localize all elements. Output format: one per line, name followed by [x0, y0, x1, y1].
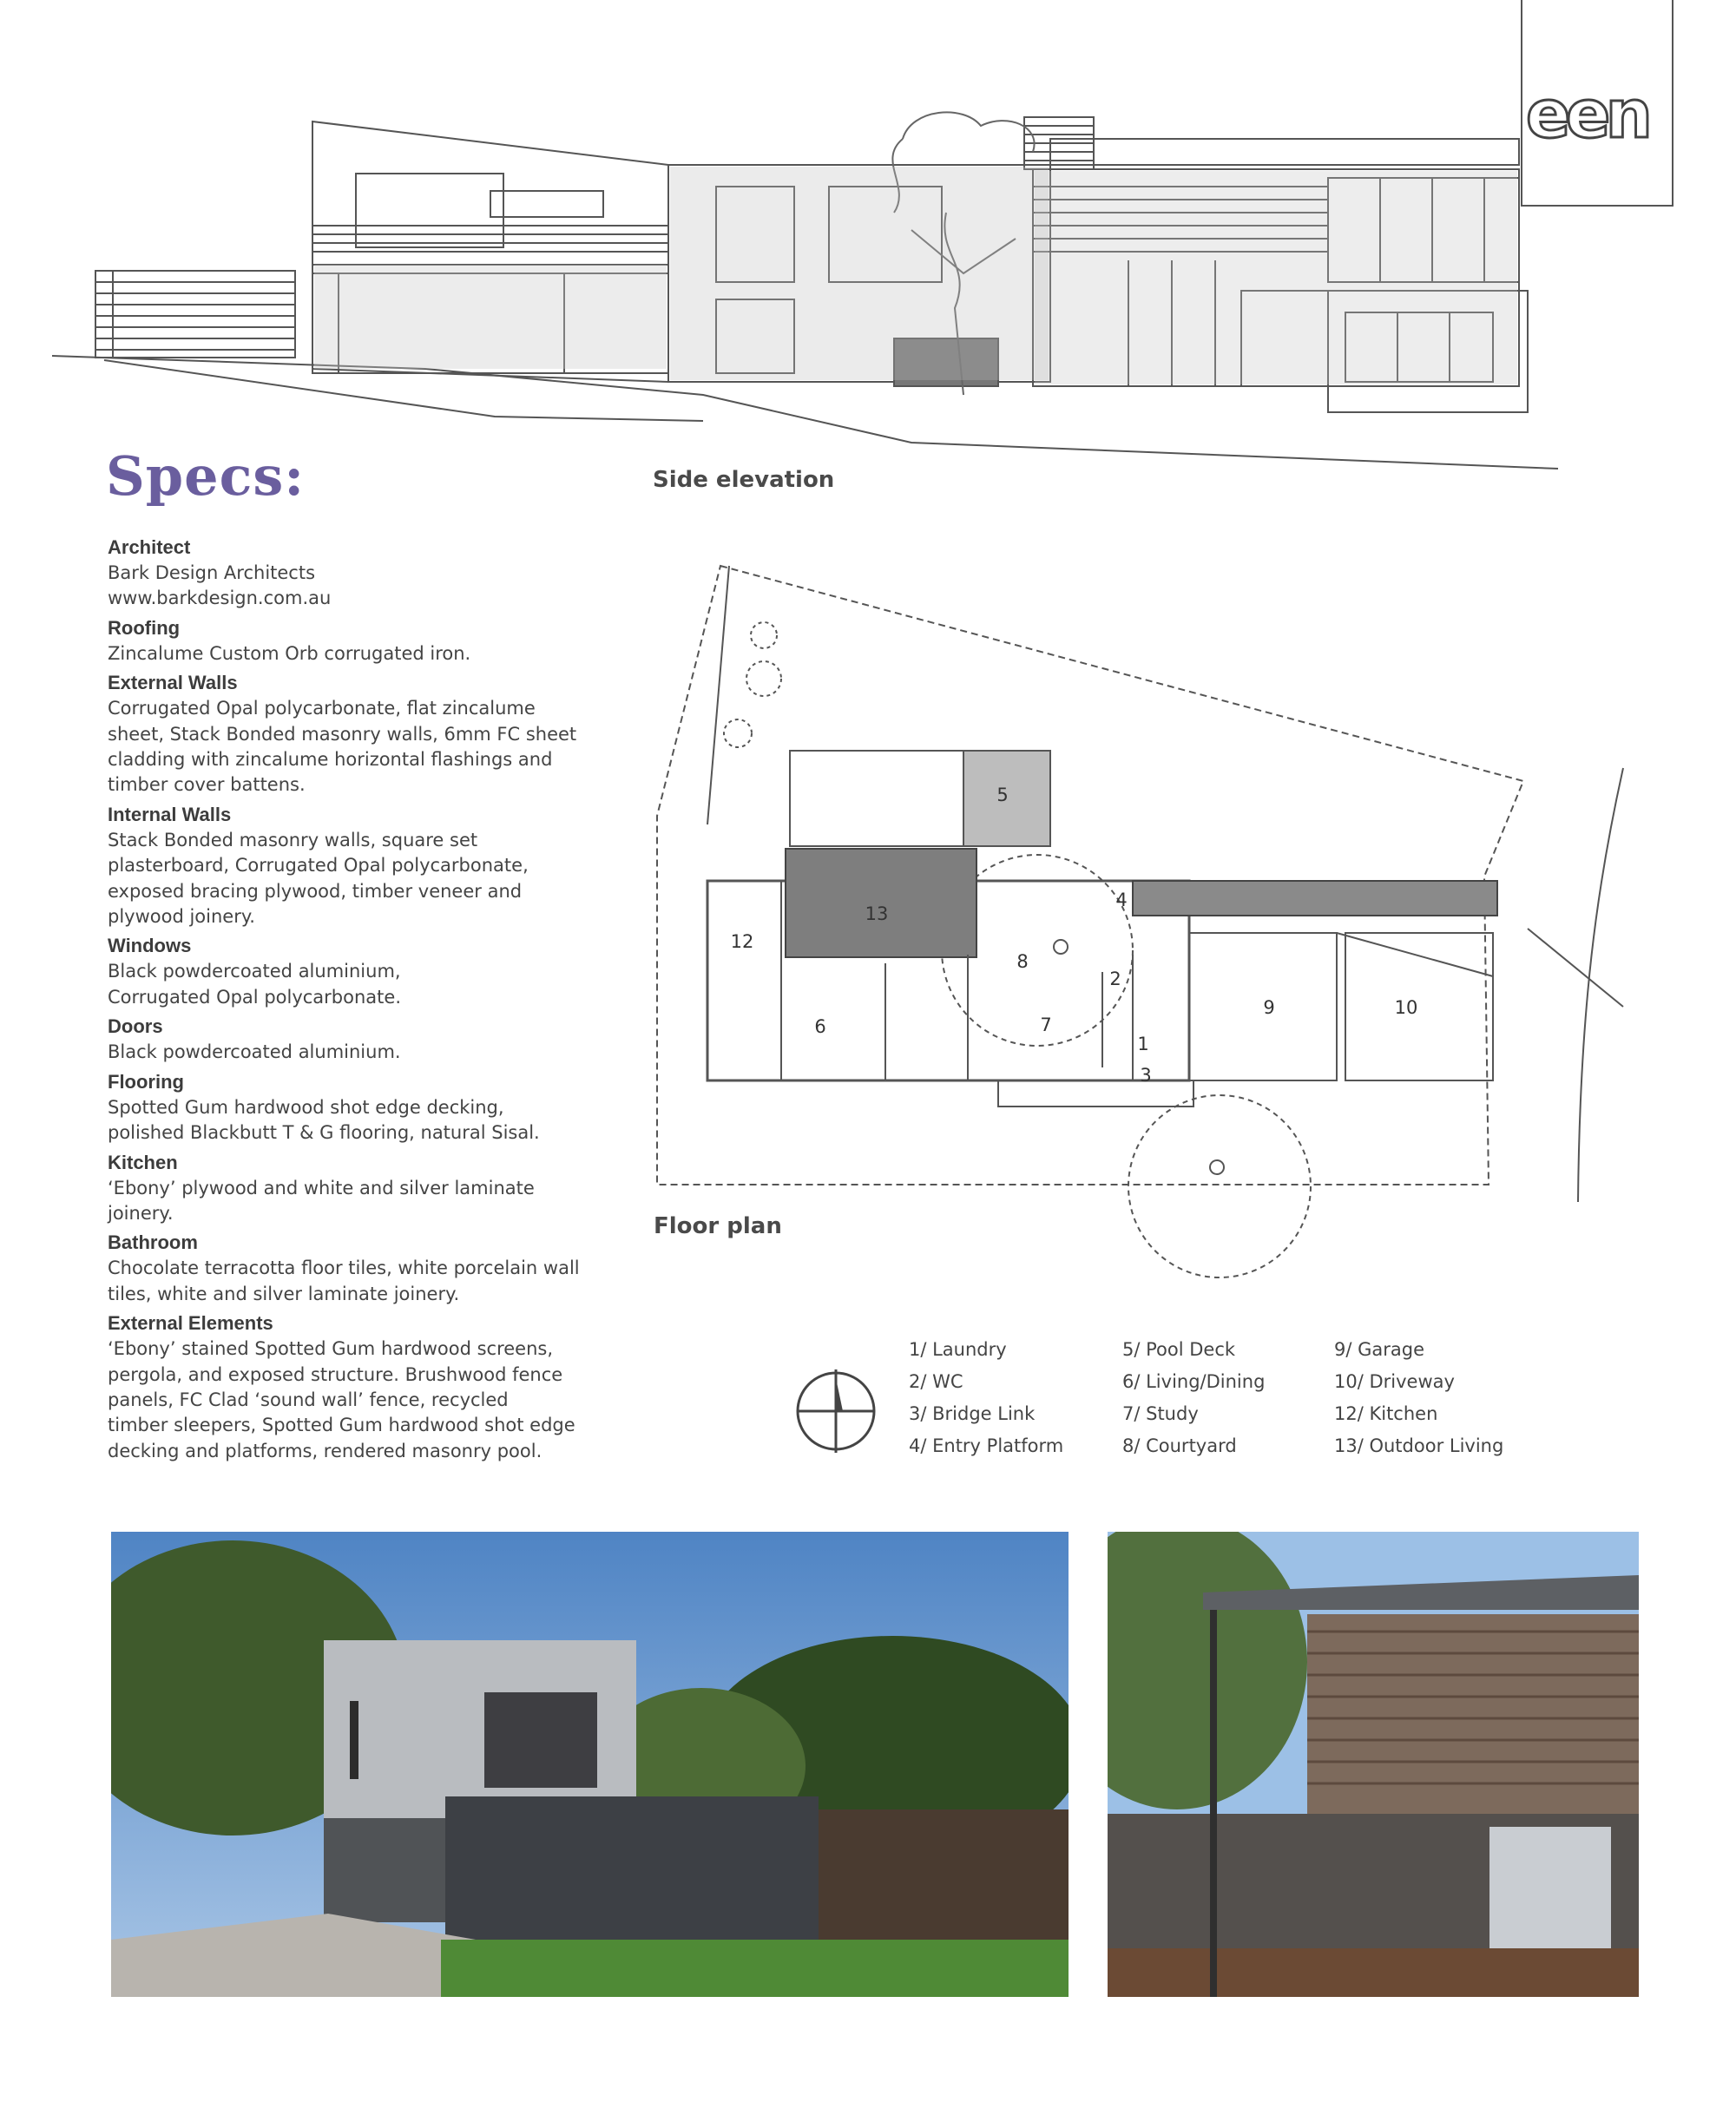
legend-item: 5/ Pool Deck: [1122, 1339, 1236, 1360]
spec-line: plywood joinery.: [108, 906, 255, 928]
room-number: 13: [865, 903, 889, 924]
spec-external-elements: [108, 1310, 628, 1464]
spec-line: www.barkdesign.com.au: [108, 588, 332, 609]
spec-kitchen: [108, 1150, 628, 1227]
spec-roofing: [108, 615, 628, 667]
room-number: 7: [1040, 1015, 1052, 1035]
spec-line: timber cover battens.: [108, 774, 306, 796]
spec-line: Black powdercoated aluminium,: [108, 961, 401, 982]
spec-heading: Flooring: [108, 1070, 184, 1093]
room-number: 6: [814, 1016, 826, 1037]
room-number: 4: [1115, 890, 1128, 910]
room-number: 9: [1263, 997, 1275, 1018]
house-pergola-photo: [1108, 1532, 1639, 1997]
legend-item: 9/ Garage: [1334, 1339, 1425, 1360]
spec-heading: Architect: [108, 536, 191, 558]
legend-item: 6/ Living/Dining: [1122, 1371, 1266, 1392]
legend-item: 13/ Outdoor Living: [1334, 1435, 1504, 1456]
side-elevation-label: Side elevation: [653, 467, 835, 493]
spec-line: Stack Bonded masonry walls, square set: [108, 829, 478, 850]
spec-line: plasterboard, Corrugated Opal polycarbonate,: [108, 855, 529, 877]
spec-flooring: [108, 1069, 628, 1146]
room-number: 8: [1016, 951, 1029, 972]
spec-doors: [108, 1014, 628, 1065]
spec-external-walls: [108, 670, 628, 798]
spec-line: Zincalume Custom Orb corrugated iron.: [108, 642, 471, 664]
spec-line: Corrugated Opal polycarbonate.: [108, 986, 401, 1008]
spec-heading: Doors: [108, 1015, 163, 1038]
legend-item: 12/ Kitchen: [1334, 1403, 1438, 1424]
spec-heading: Bathroom: [108, 1231, 198, 1254]
spec-line: ‘Ebony’ plywood and white and silver laminate: [108, 1177, 535, 1198]
legend-item: 2/ WC: [909, 1371, 963, 1392]
spec-heading: External Elements: [108, 1312, 273, 1335]
room-number: 1: [1137, 1034, 1149, 1054]
specs-title: Specs:: [106, 444, 306, 508]
legend-item: 10/ Driveway: [1334, 1371, 1455, 1392]
room-number: 5: [996, 785, 1009, 805]
room-number: 12: [730, 931, 754, 952]
room-number: 10: [1394, 997, 1418, 1018]
spec-line: ‘Ebony’ stained Spotted Gum hardwood screens,: [108, 1338, 554, 1360]
legend-item: 1/ Laundry: [909, 1339, 1007, 1360]
spec-line: timber sleepers, Spotted Gum hardwood shot edge: [108, 1415, 575, 1436]
legend-item: 3/ Bridge Link: [909, 1403, 1036, 1424]
spec-line: decking and platforms, rendered masonry pool.: [108, 1440, 542, 1461]
floor-plan-drawing: [651, 555, 1632, 1302]
room-number: 3: [1140, 1065, 1152, 1086]
spec-bathroom: [108, 1230, 628, 1307]
spec-line: Chocolate terracotta floor tiles, white porcelain wall: [108, 1258, 580, 1279]
room-number: 2: [1109, 969, 1121, 989]
spec-line: Spotted Gum hardwood shot edge decking,: [108, 1096, 504, 1118]
spec-heading: Kitchen: [108, 1151, 178, 1173]
legend-column: [1122, 1334, 1265, 1462]
spec-line: Corrugated Opal polycarbonate, flat zincalume: [108, 698, 536, 719]
spec-line: sheet, Stack Bonded masonry walls, 6mm FC sheet: [108, 723, 577, 745]
legend-item: 4/ Entry Platform: [909, 1435, 1064, 1456]
spec-heading: Windows: [108, 935, 192, 957]
floor-plan-label: Floor plan: [654, 1213, 782, 1239]
spec-line: panels, FC Clad ‘sound wall’ fence, recycled: [108, 1389, 509, 1410]
legend-column: [1334, 1334, 1503, 1462]
legend-item: 8/ Courtyard: [1122, 1435, 1237, 1456]
spec-line: pergola, and exposed structure. Brushwood fence: [108, 1363, 563, 1385]
spec-line: Black powdercoated aluminium.: [108, 1041, 401, 1063]
spec-line: exposed bracing plywood, timber veneer and: [108, 880, 523, 902]
spec-heading: Roofing: [108, 616, 181, 639]
spec-line: polished Blackbutt T & G flooring, natural Sisal.: [108, 1122, 540, 1144]
spec-line: cladding with zincalume horizontal flashings and: [108, 749, 553, 771]
legend-item: 7/ Study: [1122, 1403, 1199, 1424]
spec-internal-walls: [108, 802, 628, 930]
spec-line: Bark Design Architects: [108, 562, 316, 583]
side-elevation-drawing: [43, 108, 1571, 473]
spec-heading: External Walls: [108, 672, 238, 694]
spec-architect: [108, 535, 628, 612]
spec-windows: [108, 933, 628, 1010]
spec-heading: Internal Walls: [108, 803, 232, 825]
house-street-photo: [111, 1532, 1069, 1997]
logo-text: een: [1525, 76, 1647, 154]
spec-line: tiles, white and silver laminate joinery.: [108, 1283, 460, 1304]
specs-list: [108, 535, 628, 1468]
legend-column: [909, 1334, 1063, 1462]
north-compass-icon: [794, 1369, 878, 1453]
spec-line: joinery.: [108, 1202, 174, 1224]
